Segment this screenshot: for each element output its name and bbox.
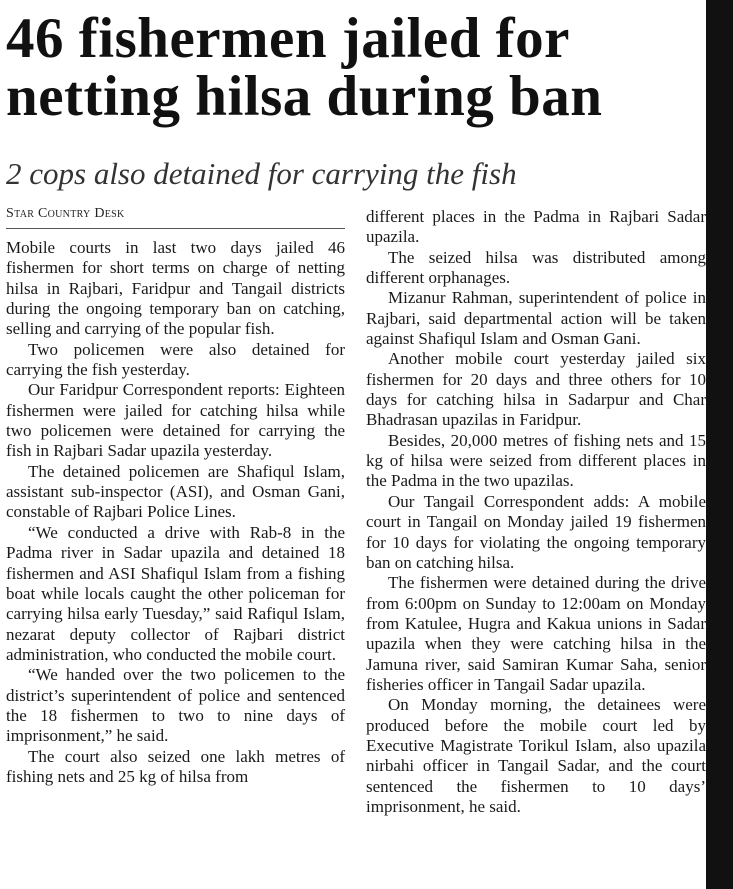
paragraph: Besides, 20,000 metres of fishing nets and 15 kg of hilsa were seized from different places in the Padma in the two upazilas. — [366, 430, 706, 491]
paragraph: Our Faridpur Correspondent reports: Eighteen fishermen were jailed for catching hilsa while two policemen were detained for carrying the fish in Rajbari Sadar upazila yesterday. — [6, 380, 345, 461]
paragraph: Two policemen were also detained for carrying the fish yesterday. — [6, 339, 345, 380]
paragraph: Mobile courts in last two days jailed 46 fishermen for short terms on charge of netting hilsa in Rajbari, Faridpur and Tangail districts during the ongoing temporary ban on catching, selling and carrying of the popular fish. — [6, 238, 345, 339]
scan-edge-border — [706, 0, 733, 889]
paragraph: Mizanur Rahman, superintendent of police in Rajbari, said departmental action will be taken against Shafiqul Islam and Osman Gani. — [366, 288, 706, 349]
paragraph: The fishermen were detained during the drive from 6:00pm on Sunday to 12:00am on Monday from Katulee, Hugra and Kakua unions in Sadar upazila when they were catching hilsa in the Jamuna river, said Samiran Kumar Saha, senior fisheries officer in Tangail Sadar upazila. — [366, 573, 706, 694]
paragraph: The court also seized one lakh metres of fishing nets and 25 kg of hilsa from — [6, 746, 345, 786]
byline: Star Country Desk — [6, 206, 125, 221]
article-column-right — [366, 207, 706, 817]
headline: 46 fishermen jailed for netting hilsa during ban — [6, 7, 603, 128]
paragraph: The detained policemen are Shafiqul Islam, assistant sub-inspector (ASI), and Osman Gani, constable of Rajbari Police Lines. — [6, 461, 345, 522]
paragraph: “We handed over the two policemen to the district’s superintendent of police and sentenced the 18 fishermen to two to nine days of imprisonment,” he said. — [6, 665, 345, 746]
paragraph: The seized hilsa was distributed among different orphanages. — [366, 247, 706, 288]
paragraph: “We conducted a drive with Rab-8 in the Padma river in Sadar upazila and detained 18 fishermen and ASI Shafiqul Islam from a fishing boat while locals caught the other policeman for carrying hilsa early Tuesday,” said Rafiqul Islam, nezarat deputy collector of Rajbari district administration, who conducted the mobile court. — [6, 522, 345, 664]
paragraph: different places in the Padma in Rajbari Sadar upazila. — [366, 207, 706, 247]
subheadline: 2 cops also detained for carrying the fish — [6, 156, 517, 191]
byline-divider — [6, 228, 345, 229]
paragraph: On Monday morning, the detainees were produced before the mobile court led by Executive Magistrate Torikul Islam, also upazila nirbahi officer in Tangail Sadar, and the court sentenced the fishermen to 10 days’ imprisonment, he said. — [366, 695, 706, 816]
paragraph: Our Tangail Correspondent adds: A mobile court in Tangail on Monday jailed 19 fishermen for 10 days for violating the ongoing temporary ban on catching hilsa. — [366, 491, 706, 572]
article-column-left — [6, 238, 345, 787]
paragraph: Another mobile court yesterday jailed six fishermen for 20 days and three others for 10 days for catching hilsa in Sadarpur and Char Bhadrasan upazilas in Faridpur. — [366, 349, 706, 430]
